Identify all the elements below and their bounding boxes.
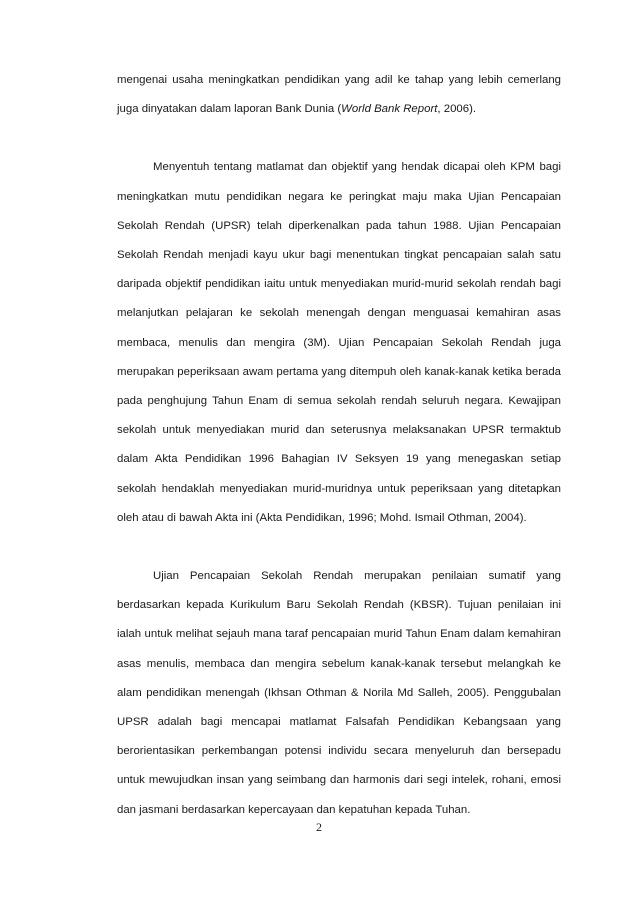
paragraph-1-citation: , 2006). — [437, 103, 477, 116]
world-bank-report-italic: World Bank Report — [341, 103, 438, 116]
paragraph-gap — [117, 124, 561, 153]
paragraph-continued — [117, 66, 561, 124]
paragraph-upsr-assessment: Ujian Pencapaian Sekolah Rendah merupakan penilaian sumatif yang berdasarkan kepada Kurikulum Baru Sekolah Rendah (KBSR). Tujuan penilaian ini ialah untuk melihat sejauh mana taraf pencapaian murid Tahun Enam dalam kemahiran asas menulis, membaca dan mengira sebelum kanak-kanak tersebut melangkah ke alam pendidikan menengah (Ikhsan Othman & Norila Md Salleh, 2005). Penggubalan UPSR adalah bagi mencapai matlamat Falsafah Pendidikan Kebangsaan yang berorientasikan perkembangan potensi individu secara menyeluruh dan bersepadu untuk mewujudkan insan yang seimbang dan harmonis dari segi intelek, rohani, emosi dan jasmani berdasarkan kepercayaan dan kepatuhan kepada Tuhan. — [117, 570, 561, 816]
paragraph-upsr-introduction: Menyentuh tentang matlamat dan objektif yang hendak dicapai oleh KPM bagi meningkatkan mutu pendidikan negara ke peringkat maju maka Ujian Pencapaian Sekolah Rendah (UPSR) telah diperkenalkan pada tahun 1988. Ujian Pencapaian Sekolah Rendah menjadi kayu ukur bagi menentukan tingkat pencapaian salah satu daripada objektif pendidikan iaitu untuk menyediakan murid-murid sekolah rendah bagi melanjutkan pelajaran ke sekolah menengah dengan menguasai kemahiran asas membaca, menulis dan mengira (3M). Ujian Pencapaian Sekolah Rendah juga merupakan peperiksaan awam pertama yang ditempuh oleh kanak-kanak ketika berada pada penghujung Tahun Enam di semua sekolah rendah seluruh negara. Kewajipan sekolah untuk menyediakan murid dan seterusnya melaksanakan UPSR termaktub dalam Akta Pendidikan 1996 Bahagian IV Seksyen 19 yang menegaskan setiap sekolah hendaklah menyediakan murid-muridnya untuk peperiksaan yang ditetapkan oleh atau di bawah Akta ini (Akta Pendidikan, 1996; Mohd. Ismail Othman, 2004). — [117, 161, 561, 524]
page-number: 2 — [316, 820, 322, 834]
text-body — [117, 66, 561, 825]
paragraph-1-text: mengenai usaha meningkatkan pendidikan yang adil ke tahap yang lebih cemerlang juga dinyatakan dalam laporan Bank Dunia ( — [117, 74, 561, 116]
paragraph-gap — [117, 533, 561, 562]
